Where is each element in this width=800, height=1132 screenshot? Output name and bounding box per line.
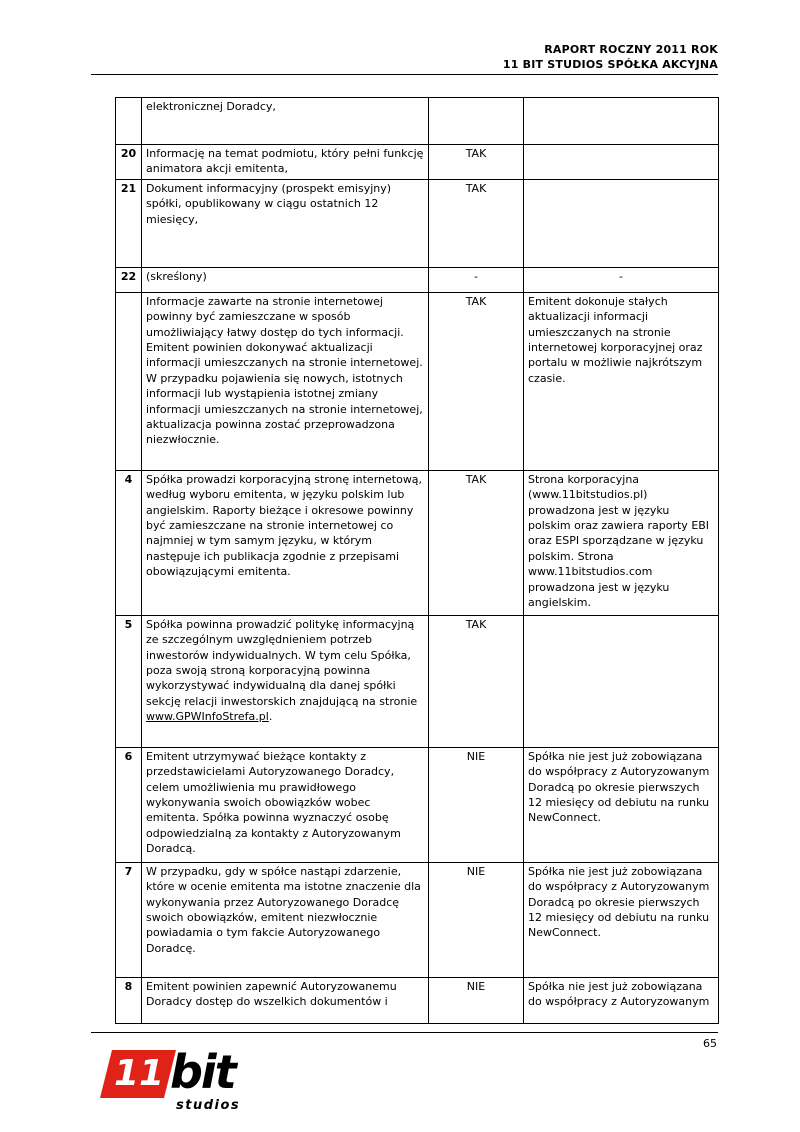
rule-number: 5 <box>116 615 142 747</box>
comment-cell <box>524 179 719 267</box>
footer-divider <box>91 1032 718 1033</box>
comment-cell: Spółka nie jest już zobowiązana do współpracy z Autoryzowanym <box>524 977 719 1023</box>
table-row <box>116 292 719 470</box>
rule-description <box>142 615 429 747</box>
rule-number: 22 <box>116 267 142 292</box>
page-number: 65 <box>703 1037 717 1050</box>
table-row <box>116 179 719 267</box>
status-cell: TAK <box>429 292 524 470</box>
status-cell: NIE <box>429 977 524 1023</box>
header-divider <box>91 74 718 75</box>
page-header <box>503 42 718 72</box>
comment-cell: - <box>524 267 719 292</box>
rule-description: W przypadku, gdy w spółce nastąpi zdarzenie, które w ocenie emitenta ma istotne znaczenie dla wykonywania przez Autoryzowanego Doradcę swoich obowiązków, emitent niezwłocznie powiadamia o tym fakcie Autoryzowanego Doradcę. <box>142 862 429 977</box>
table-row <box>116 977 719 1023</box>
company-name: 11 BIT STUDIOS SPÓŁKA AKCYJNA <box>502 58 718 71</box>
status-cell: - <box>429 267 524 292</box>
rule-number: 8 <box>116 977 142 1023</box>
rule-number: 6 <box>116 747 142 862</box>
comment-cell <box>524 98 719 145</box>
rule-text-suffix: . <box>268 710 273 724</box>
rule-description: Emitent utrzymywać bieżące kontakty z przedstawicielami Autoryzowanego Doradcy, celem umożliwienia mu prawidłowego wykonywania swoich obowiązków wobec emitenta. Spółka powinna wyznaczyć osobę odpowiedzialną za kontakty z Autoryzowanym Doradcą. <box>142 747 429 862</box>
logo-studios-text: studios <box>176 1098 241 1113</box>
comment-cell: Emitent dokonuje stałych aktualizacji informacji umieszczanych na stronie internetowej korporacyjnej oraz portalu w możliwie najkrótszym czasie. <box>524 292 719 470</box>
rule-description: Spółka prowadzi korporacyjną stronę internetową, według wyboru emitenta, w języku polskim lub angielskim. Raporty bieżące i okresowe powinny być zamieszczane na stronie internetowej co najmniej w tym samym języku, w którym następuje ich publikacja zgodnie z przepisami obowiązującymi emitenta. <box>142 470 429 615</box>
table-row <box>116 862 719 977</box>
rule-description: Dokument informacyjny (prospekt emisyjny) spółki, opublikowany w ciągu ostatnich 12 miesięcy, <box>142 179 429 267</box>
table-row <box>116 145 719 180</box>
rule-number: 7 <box>116 862 142 977</box>
rule-number: 21 <box>116 179 142 267</box>
table-row <box>116 267 719 292</box>
table-row <box>116 470 719 615</box>
rule-description: (skreślony) <box>142 267 429 292</box>
comment-cell <box>524 615 719 747</box>
governance-rules-table <box>115 97 719 1024</box>
rule-description: elektronicznej Doradcy, <box>142 98 429 145</box>
status-cell: NIE <box>429 862 524 977</box>
comment-cell: Spółka nie jest już zobowiązana do współpracy z Autoryzowanym Doradcą po okresie pierwszych 12 miesięcy od debiutu na runku NewConnect. <box>524 747 719 862</box>
table-row <box>116 615 719 747</box>
report-title: RAPORT ROCZNY 2011 ROK <box>544 43 718 56</box>
rule-number <box>116 292 142 470</box>
rule-number: 4 <box>116 470 142 615</box>
rule-description: Informacje zawarte na stronie internetowej powinny być zamieszczane w sposób umożliwiający łatwy dostęp do tych informacji. Emitent powinien dokonywać aktualizacji informacji umieszczanych na stronie internetowej. W przypadku pojawienia się nowych, istotnych informacji lub wystąpienia istotnej zmiany informacji umieszczanych na stronie internetowej, aktualizacja powinna zostać przeprowadzona niezwłocznie. <box>142 292 429 470</box>
logo-bit-text: bit <box>170 1045 235 1099</box>
table-row <box>116 747 719 862</box>
status-cell <box>429 98 524 145</box>
status-cell: TAK <box>429 179 524 267</box>
rule-number <box>116 98 142 145</box>
rule-description: Informację na temat podmiotu, który pełni funkcję animatora akcji emitenta, <box>142 145 429 180</box>
gpwinfostrefa-link[interactable]: www.GPWInfoStrefa.pl <box>146 710 269 724</box>
status-cell: TAK <box>429 470 524 615</box>
logo-eleven-text: 11 <box>114 1053 165 1094</box>
status-cell: TAK <box>429 615 524 747</box>
comment-cell: Strona korporacyjna (www.11bitstudios.pl) prowadzona jest w języku polskim oraz zawiera raporty EBI oraz ESPI sporządzane w języku polskim. Strona www.11bitstudios.com prowadzona jest w języku angielskim. <box>524 470 719 615</box>
rule-number: 20 <box>116 145 142 180</box>
status-cell: TAK <box>429 145 524 180</box>
rule-description: Emitent powinien zapewnić Autoryzowanemu Doradcy dostęp do wszelkich dokumentów i <box>142 977 429 1023</box>
rule-text: Spółka powinna prowadzić politykę informacyjną ze szczególnym uwzględnieniem potrzeb inwestorów indywidualnych. W tym celu Spółka, poza swoją stroną korporacyjną powinna wykorzystywać indywidualną dla danej spółki sekcję relacji inwestorskich znajdującą na stronie <box>146 617 418 708</box>
company-logo <box>98 1045 241 1118</box>
comment-cell <box>524 145 719 180</box>
comment-cell: Spółka nie jest już zobowiązana do współpracy z Autoryzowanym Doradcą po okresie pierwszych 12 miesięcy od debiutu na runku NewConnect. <box>524 862 719 977</box>
table-row <box>116 98 719 145</box>
status-cell: NIE <box>429 747 524 862</box>
